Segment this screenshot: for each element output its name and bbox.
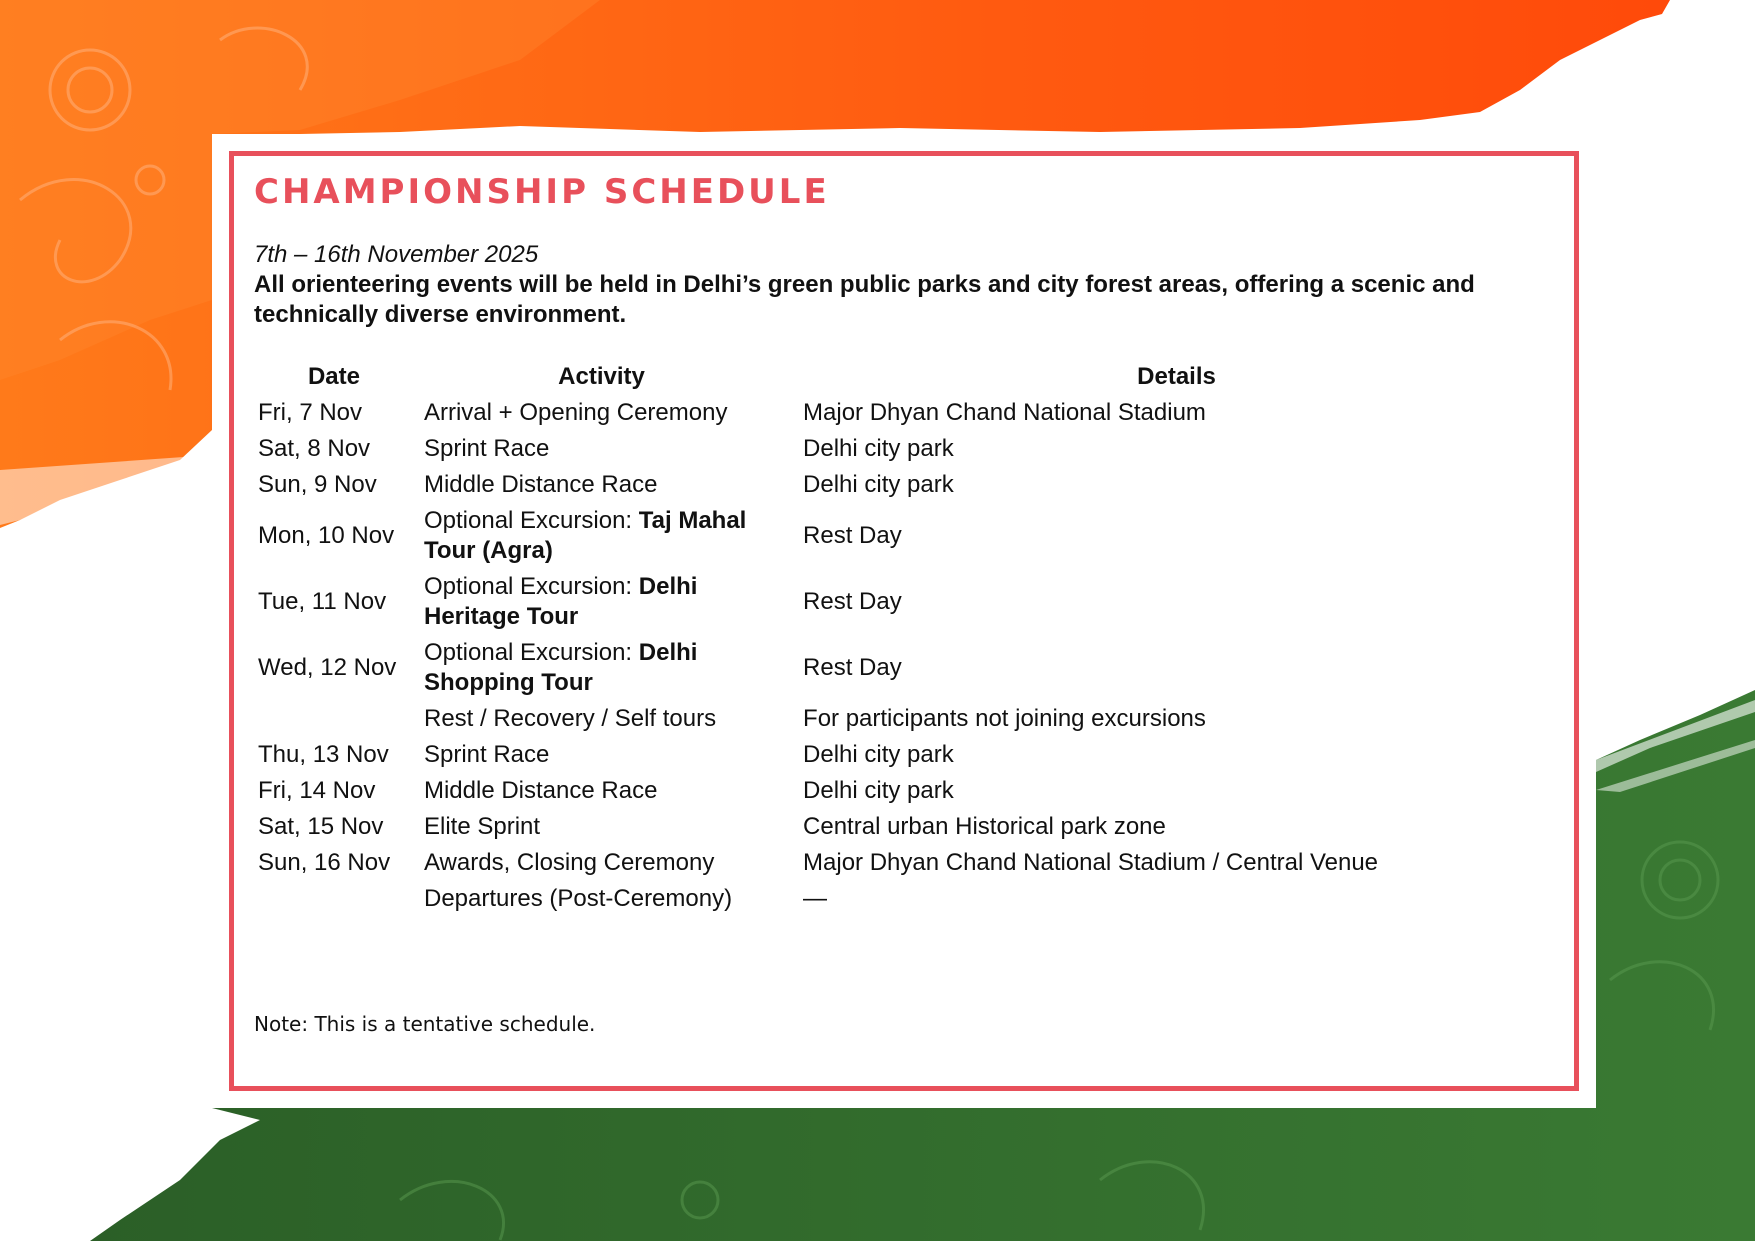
row-activity xyxy=(414,431,783,467)
table-header-row xyxy=(254,358,1554,395)
row-activity xyxy=(414,467,783,503)
row-details: Rest Day xyxy=(803,588,902,615)
table-row xyxy=(254,395,1554,431)
activity-text: Optional Excursion: xyxy=(423,573,639,600)
row-activity xyxy=(414,503,783,569)
activity-text: Sprint Race xyxy=(423,435,550,462)
row-date: Fri, 14 Nov xyxy=(258,777,376,804)
row-date: Fri, 7 Nov xyxy=(258,399,363,426)
row-date xyxy=(254,701,414,737)
activity-text: Middle Distance Race xyxy=(423,777,658,804)
schedule-frame xyxy=(229,151,1579,1091)
row-activity xyxy=(414,809,783,845)
table-row xyxy=(254,845,1554,881)
activity-text: Sprint Race xyxy=(423,741,550,768)
row-activity xyxy=(414,881,783,917)
row-activity xyxy=(414,635,783,701)
row-details: Delhi city park xyxy=(803,471,954,498)
row-details: Delhi city park xyxy=(803,777,954,804)
footnote: Note: This is a tentative schedule. xyxy=(254,1012,596,1036)
row-date: Mon, 10 Nov xyxy=(258,522,395,549)
row-details: Major Dhyan Chand National Stadium / Central Venue xyxy=(803,849,1379,876)
column-header-activity: Activity xyxy=(558,363,645,390)
activity-highlight: Taj Mahal Tour (Agra) xyxy=(423,507,747,564)
activity-text: Optional Excursion: xyxy=(423,507,639,534)
table-row xyxy=(254,737,1554,773)
row-details: Major Dhyan Chand National Stadium xyxy=(803,399,1206,426)
table-row xyxy=(254,881,1554,917)
schedule-table-body xyxy=(254,395,1554,917)
page-title: CHAMPIONSHIP SCHEDULE xyxy=(254,172,830,212)
activity-text: Optional Excursion: xyxy=(423,639,639,666)
row-date: Sat, 15 Nov xyxy=(258,813,384,840)
schedule-card xyxy=(212,134,1596,1108)
row-details: For participants not joining excursions xyxy=(803,705,1206,732)
table-row xyxy=(254,431,1554,467)
row-details: Delhi city park xyxy=(803,435,954,462)
intro-text: All orienteering events will be held in Delhi’s green public parks and city forest areas, offering a scenic and technically diverse environment. xyxy=(254,271,1475,328)
row-details: Rest Day xyxy=(803,654,902,681)
row-date: Sun, 16 Nov xyxy=(258,849,391,876)
table-row xyxy=(254,503,1554,569)
activity-text: Arrival + Opening Ceremony xyxy=(423,399,728,426)
activity-highlight: Delhi Heritage Tour xyxy=(423,573,698,630)
table-row xyxy=(254,773,1554,809)
activity-text: Awards, Closing Ceremony xyxy=(423,849,715,876)
row-activity xyxy=(414,395,783,431)
row-activity xyxy=(414,845,783,881)
column-header-date: Date xyxy=(307,363,360,390)
table-row xyxy=(254,701,1554,737)
activity-highlight: Delhi Shopping Tour xyxy=(423,639,698,696)
row-details: Delhi city park xyxy=(803,741,954,768)
event-date-range: 7th – 16th November 2025 xyxy=(254,241,539,268)
table-row xyxy=(254,569,1554,635)
row-activity xyxy=(414,701,783,737)
row-date: Sun, 9 Nov xyxy=(258,471,377,498)
table-row xyxy=(254,809,1554,845)
row-details: Rest Day xyxy=(803,522,902,549)
column-header-details: Details xyxy=(1137,363,1216,390)
row-date: Thu, 13 Nov xyxy=(258,741,389,768)
row-activity xyxy=(414,773,783,809)
row-details: Central urban Historical park zone xyxy=(803,813,1166,840)
row-date: Sat, 8 Nov xyxy=(258,435,371,462)
activity-text: Rest / Recovery / Self tours xyxy=(423,705,717,732)
row-date: Tue, 11 Nov xyxy=(258,588,387,615)
row-activity xyxy=(414,569,783,635)
activity-text: Middle Distance Race xyxy=(423,471,658,498)
row-date xyxy=(254,881,414,917)
activity-text: Departures (Post-Ceremony) xyxy=(423,885,733,912)
table-row xyxy=(254,467,1554,503)
row-date: Wed, 12 Nov xyxy=(258,654,397,681)
row-details: — xyxy=(803,885,828,912)
schedule-table xyxy=(254,358,1554,917)
activity-text: Elite Sprint xyxy=(423,813,541,840)
row-activity xyxy=(414,737,783,773)
table-row xyxy=(254,635,1554,701)
